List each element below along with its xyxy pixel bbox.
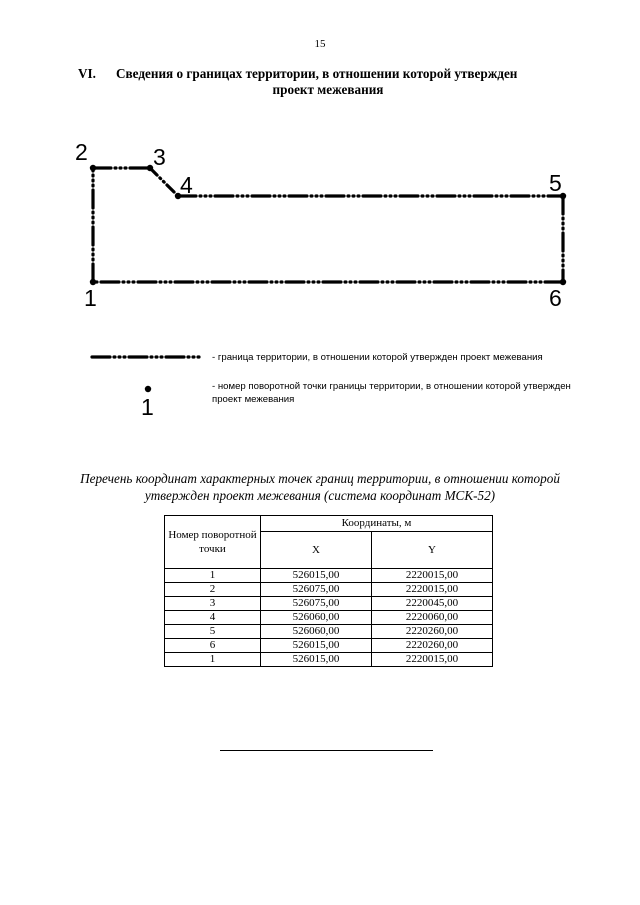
cell-y: 2220015,00 (372, 653, 493, 667)
legend-point-marker (145, 386, 151, 392)
table-row (165, 597, 493, 611)
cell-x: 526015,00 (261, 569, 372, 583)
point-label-2: 2 (75, 139, 88, 165)
cell-point: 6 (165, 639, 261, 653)
point-label-5: 5 (549, 170, 562, 196)
table-row (165, 625, 493, 639)
table-row (165, 653, 493, 667)
section-title-line1: Сведения о границах территории, в отношении которой утвержден (116, 66, 518, 81)
point-label-6: 6 (549, 285, 562, 310)
header-x: X (261, 532, 372, 569)
cell-y: 2220060,00 (372, 611, 493, 625)
cell-y: 2220015,00 (372, 583, 493, 597)
point-label-3: 3 (153, 144, 166, 170)
cell-point: 1 (165, 653, 261, 667)
header-coordinates: Координаты, м (261, 516, 493, 532)
cell-point: 1 (165, 569, 261, 583)
table-row (165, 611, 493, 625)
legend-point-label: 1 (141, 394, 154, 420)
table-row (165, 639, 493, 653)
cell-x: 526060,00 (261, 611, 372, 625)
signature-line (220, 750, 433, 751)
cell-point: 3 (165, 597, 261, 611)
point-label-1: 1 (84, 285, 97, 310)
cell-x: 526015,00 (261, 639, 372, 653)
cell-y: 2220260,00 (372, 639, 493, 653)
section-number: VI. (78, 66, 96, 81)
cell-y: 2220015,00 (372, 569, 493, 583)
legend-point-text: - номер поворотной точки границы территории, в отношении которой утвержден проект межевания (212, 381, 571, 405)
cell-y: 2220045,00 (372, 597, 493, 611)
header-y: Y (372, 532, 493, 569)
table-row (165, 569, 493, 583)
cell-x: 526075,00 (261, 597, 372, 611)
table-caption: Перечень координат характерных точек границ территории, в отношении которой утвержден проект межевания (система координат МСК-52) (80, 471, 560, 503)
point-label-4: 4 (180, 172, 193, 198)
table-row (165, 583, 493, 597)
cell-point: 4 (165, 611, 261, 625)
cell-y: 2220260,00 (372, 625, 493, 639)
point-marker-2 (90, 165, 96, 171)
boundary-segment-3-4 (150, 168, 178, 196)
boundary-diagram (0, 130, 640, 310)
header-point-number: Номер поворотной точки (165, 516, 261, 569)
coordinates-table (164, 515, 493, 667)
section-title-line2: проект межевания (272, 82, 384, 97)
cell-point: 5 (165, 625, 261, 639)
cell-x: 526075,00 (261, 583, 372, 597)
cell-x: 526060,00 (261, 625, 372, 639)
page-number: 15 (314, 38, 326, 50)
cell-point: 2 (165, 583, 261, 597)
cell-x: 526015,00 (261, 653, 372, 667)
legend-boundary-text: - граница территории, в отношении которой утвержден проект межевания (212, 352, 543, 363)
